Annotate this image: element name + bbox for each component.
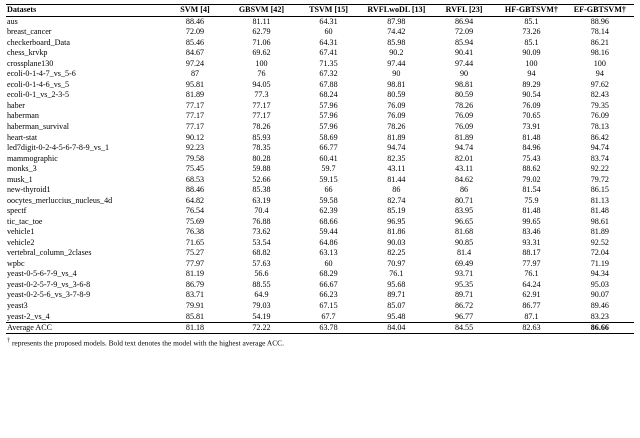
accuracy-cell: 94 <box>527 69 536 79</box>
table-row <box>6 111 634 122</box>
accuracy-cell: 77.97 <box>522 258 541 268</box>
dataset-name-cell: musk_1 <box>7 174 33 184</box>
accuracy-cell: 86.72 <box>454 301 474 311</box>
accuracy-cell: 81.19 <box>185 269 205 279</box>
accuracy-cell: 59.88 <box>252 164 271 174</box>
accuracy-cell: 85.1 <box>524 16 539 26</box>
accuracy-cell: 78.26 <box>454 100 474 110</box>
accuracy-cell: 77.17 <box>185 121 205 131</box>
accuracy-cell: 81.89 <box>185 90 205 100</box>
dataset-name-cell: haber <box>7 100 25 110</box>
accuracy-cell: 92.22 <box>590 164 609 174</box>
table-row <box>6 227 634 238</box>
accuracy-cell: 80.28 <box>252 153 271 163</box>
accuracy-cell: 95.48 <box>387 311 406 321</box>
accuracy-cell: 82.25 <box>387 248 406 258</box>
accuracy-cell: 94.74 <box>590 143 609 153</box>
accuracy-cell: 88.96 <box>590 16 609 26</box>
accuracy-cell: 63.13 <box>319 248 338 258</box>
accuracy-cell: 67.15 <box>319 301 338 311</box>
accuracy-cell: 95.03 <box>590 279 609 289</box>
footnote-text: represents the proposed models. Bold text denotes the model with the highest average ACC. <box>11 338 284 348</box>
dataset-name-cell: oocytes_merluccius_nucleus_4d <box>7 195 113 205</box>
accuracy-cell: 54.19 <box>252 311 271 321</box>
accuracy-cell: 59.7 <box>321 164 336 174</box>
accuracy-cell: 98.81 <box>387 79 406 89</box>
accuracy-cell: 85.1 <box>524 37 539 47</box>
accuracy-cell: 87 <box>190 69 200 79</box>
average-label: Average ACC <box>6 322 162 334</box>
accuracy-cell: 69.62 <box>252 48 271 58</box>
accuracy-cell: 57.96 <box>319 111 338 121</box>
table-row <box>6 238 634 249</box>
accuracy-cell: 66.23 <box>319 290 338 300</box>
dataset-name-cell: yeast-0-5-6-7-9_vs_4 <box>7 269 77 279</box>
accuracy-cell: 63.19 <box>252 195 271 205</box>
dataset-name-cell: vehicle1 <box>7 227 35 237</box>
table-row <box>6 175 634 186</box>
accuracy-cell: 43.11 <box>387 164 406 174</box>
dataset-name-cell: vehicle2 <box>7 237 35 247</box>
table-row <box>6 248 634 259</box>
accuracy-cell: 68.82 <box>252 248 271 258</box>
accuracy-cell: 99.65 <box>522 216 541 226</box>
dataset-name-cell: monks_3 <box>7 164 37 174</box>
accuracy-cell: 64.31 <box>319 37 338 47</box>
accuracy-cell: 70.4 <box>254 206 269 216</box>
accuracy-cell: 70.65 <box>522 111 541 121</box>
accuracy-cell: 87.98 <box>387 16 406 26</box>
accuracy-cell: 93.71 <box>454 269 474 279</box>
table-row <box>6 290 634 301</box>
accuracy-cell: 87.1 <box>524 311 539 321</box>
results-table <box>6 4 634 334</box>
accuracy-cell: 86.77 <box>522 301 541 311</box>
table-row <box>6 132 634 143</box>
table-row <box>6 59 634 70</box>
table-row <box>6 16 634 27</box>
accuracy-cell: 80.59 <box>454 90 474 100</box>
accuracy-cell: 76.54 <box>185 206 205 216</box>
accuracy-cell: 83.46 <box>522 227 541 237</box>
accuracy-cell: 90.09 <box>522 48 541 58</box>
accuracy-cell: 60.41 <box>319 153 338 163</box>
dataset-name-cell: led7digit-0-2-4-5-6-7-8-9_vs_1 <box>7 143 110 153</box>
column-header-tsvm: TSVM [15] <box>295 5 362 17</box>
dataset-name-cell: mammographic <box>7 153 58 163</box>
table-head <box>6 5 634 17</box>
accuracy-cell: 82.35 <box>387 153 406 163</box>
accuracy-cell: 85.07 <box>387 301 406 311</box>
accuracy-cell: 94.34 <box>590 269 609 279</box>
accuracy-cell: 90 <box>460 69 469 79</box>
accuracy-cell: 77.97 <box>185 258 205 268</box>
accuracy-cell: 85.94 <box>454 37 474 47</box>
accuracy-cell: 96.77 <box>454 311 474 321</box>
accuracy-cell: 53.54 <box>252 237 271 247</box>
accuracy-cell: 86.42 <box>590 132 609 142</box>
accuracy-cell: 81.68 <box>454 227 474 237</box>
average-accuracy-cell: 72.22 <box>228 322 295 334</box>
accuracy-cell: 72.09 <box>454 27 474 37</box>
accuracy-cell: 68.66 <box>319 216 338 226</box>
accuracy-cell: 77.3 <box>254 90 269 100</box>
accuracy-cell: 88.62 <box>522 164 541 174</box>
dataset-name-cell: checkerboard_Data <box>7 37 70 47</box>
accuracy-cell: 68.29 <box>319 269 338 279</box>
accuracy-cell: 96.65 <box>454 216 474 226</box>
table-row <box>6 196 634 207</box>
accuracy-cell: 64.86 <box>319 237 338 247</box>
average-accuracy-cell: 84.04 <box>362 322 431 334</box>
accuracy-cell: 85.98 <box>387 37 406 47</box>
dataset-name-cell: yeast-0-2-5-7-9_vs_3-6-8 <box>7 279 91 289</box>
accuracy-cell: 84.96 <box>522 143 541 153</box>
accuracy-cell: 71.65 <box>185 237 205 247</box>
accuracy-cell: 85.93 <box>252 132 271 142</box>
accuracy-cell: 43.11 <box>455 164 473 174</box>
accuracy-cell: 76.09 <box>454 111 474 121</box>
accuracy-cell: 60 <box>324 27 333 37</box>
dataset-name-cell: spectf <box>7 206 27 216</box>
accuracy-cell: 96.95 <box>387 216 406 226</box>
accuracy-cell: 100 <box>255 58 268 68</box>
accuracy-cell: 86 <box>460 185 469 195</box>
table-footnote <box>0 334 640 347</box>
accuracy-cell: 68.24 <box>319 90 338 100</box>
table-row <box>6 206 634 217</box>
accuracy-cell: 76 <box>257 69 266 79</box>
table-row <box>6 38 634 49</box>
accuracy-cell: 94.74 <box>387 143 406 153</box>
accuracy-cell: 88.46 <box>185 185 205 195</box>
average-accuracy-cell: 81.18 <box>162 322 228 334</box>
accuracy-cell: 97.24 <box>185 58 205 68</box>
accuracy-cell: 64.82 <box>185 195 205 205</box>
accuracy-cell: 66.67 <box>319 279 338 289</box>
accuracy-cell: 98.81 <box>454 79 474 89</box>
accuracy-cell: 60 <box>324 258 333 268</box>
accuracy-cell: 75.69 <box>185 216 205 226</box>
dataset-name-cell: haberman_survival <box>7 121 70 131</box>
accuracy-cell: 66.77 <box>319 143 338 153</box>
accuracy-cell: 79.72 <box>590 174 609 184</box>
accuracy-cell: 95.81 <box>185 79 205 89</box>
accuracy-cell: 90.2 <box>389 48 404 58</box>
accuracy-cell: 75.9 <box>524 195 539 205</box>
average-accuracy-cell: 84.55 <box>431 322 497 334</box>
accuracy-cell: 57.63 <box>252 258 271 268</box>
accuracy-cell: 83.95 <box>454 206 474 216</box>
dataset-name-cell: tic_tac_toe <box>7 216 43 226</box>
dataset-name-cell: ecoli-0-1_vs_2-3-5 <box>7 90 70 100</box>
accuracy-cell: 76.09 <box>454 121 474 131</box>
dataset-name-cell: wpbc <box>7 258 25 268</box>
accuracy-cell: 97.44 <box>454 58 474 68</box>
accuracy-cell: 71.19 <box>590 258 609 268</box>
accuracy-cell: 78.26 <box>387 121 406 131</box>
dataset-name-cell: vertebral_column_2clases <box>7 248 92 258</box>
table-row <box>6 217 634 228</box>
footnote-marker: † <box>7 336 11 344</box>
accuracy-cell: 62.91 <box>522 290 541 300</box>
accuracy-cell: 83.71 <box>185 290 205 300</box>
accuracy-cell: 77.17 <box>185 100 205 110</box>
accuracy-cell: 89.71 <box>387 290 406 300</box>
dataset-name-cell: aus <box>7 16 18 26</box>
accuracy-cell: 81.11 <box>252 16 271 26</box>
accuracy-cell: 76.1 <box>389 269 404 279</box>
accuracy-cell: 71.35 <box>319 58 338 68</box>
accuracy-cell: 64.24 <box>522 279 541 289</box>
accuracy-cell: 76.09 <box>387 111 406 121</box>
accuracy-cell: 71.06 <box>252 37 271 47</box>
accuracy-cell: 88.55 <box>252 279 271 289</box>
accuracy-cell: 90 <box>392 69 401 79</box>
accuracy-cell: 69.49 <box>454 258 474 268</box>
accuracy-cell: 73.91 <box>522 121 541 131</box>
accuracy-cell: 78.13 <box>590 121 609 131</box>
dataset-name-cell: haberman <box>7 111 39 121</box>
column-header-gbsvm: GBSVM [42] <box>228 5 295 17</box>
accuracy-cell: 83.23 <box>590 311 609 321</box>
accuracy-cell: 81.54 <box>522 185 541 195</box>
accuracy-cell: 81.89 <box>590 227 609 237</box>
table-row <box>6 185 634 196</box>
accuracy-cell: 89.71 <box>454 290 474 300</box>
accuracy-cell: 81.89 <box>387 132 406 142</box>
accuracy-cell: 88.46 <box>185 16 205 26</box>
table-row <box>6 101 634 112</box>
accuracy-cell: 67.88 <box>319 79 338 89</box>
accuracy-cell: 94.74 <box>454 143 474 153</box>
accuracy-cell: 81.48 <box>522 206 541 216</box>
table-row <box>6 48 634 59</box>
accuracy-cell: 90.41 <box>454 48 474 58</box>
accuracy-cell: 75.45 <box>185 164 205 174</box>
accuracy-cell: 86 <box>392 185 401 195</box>
accuracy-cell: 62.39 <box>319 206 338 216</box>
table-row <box>6 269 634 280</box>
accuracy-cell: 81.4 <box>456 248 472 258</box>
accuracy-cell: 94.05 <box>252 79 271 89</box>
accuracy-cell: 75.27 <box>185 248 205 258</box>
accuracy-cell: 82.74 <box>387 195 406 205</box>
accuracy-cell: 80.71 <box>454 195 474 205</box>
accuracy-cell: 66 <box>324 185 333 195</box>
table-row <box>6 301 634 312</box>
accuracy-cell: 78.35 <box>252 143 271 153</box>
accuracy-cell: 93.31 <box>522 237 541 247</box>
accuracy-cell: 85.19 <box>387 206 406 216</box>
accuracy-cell: 81.13 <box>590 195 609 205</box>
dataset-name-cell: yeast3 <box>7 301 28 311</box>
accuracy-cell: 62.79 <box>252 27 271 37</box>
accuracy-cell: 92.52 <box>590 237 609 247</box>
accuracy-cell: 100 <box>593 58 606 68</box>
accuracy-cell: 86.15 <box>590 185 609 195</box>
table-row <box>6 153 634 164</box>
accuracy-cell: 79.02 <box>522 174 541 184</box>
dataset-name-cell: ecoli-0-1-4-7_vs_5-6 <box>7 69 76 79</box>
accuracy-cell: 79.35 <box>590 100 609 110</box>
average-accuracy-cell: 82.63 <box>497 322 565 334</box>
accuracy-cell: 98.16 <box>590 48 609 58</box>
accuracy-cell: 81.48 <box>522 132 541 142</box>
accuracy-cell: 56.6 <box>254 269 269 279</box>
accuracy-cell: 74.42 <box>387 27 406 37</box>
accuracy-cell: 97.44 <box>387 58 406 68</box>
column-header-rvfl: RVFL [23] <box>431 5 497 17</box>
accuracy-cell: 70.97 <box>387 258 406 268</box>
accuracy-cell: 79.58 <box>185 153 205 163</box>
accuracy-cell: 81.89 <box>454 132 474 142</box>
accuracy-cell: 64.31 <box>319 16 338 26</box>
table-row <box>6 27 634 38</box>
dataset-name-cell: breast_cancer <box>7 27 52 37</box>
accuracy-cell: 97.62 <box>590 79 609 89</box>
accuracy-cell: 95.68 <box>387 279 406 289</box>
accuracy-cell: 90.07 <box>590 290 609 300</box>
accuracy-cell: 57.96 <box>319 121 338 131</box>
accuracy-cell: 86.79 <box>185 279 205 289</box>
accuracy-cell: 76.09 <box>590 111 609 121</box>
table-row <box>6 69 634 80</box>
accuracy-cell: 92.23 <box>185 143 205 153</box>
table-header-row <box>6 5 634 17</box>
accuracy-cell: 77.17 <box>252 100 271 110</box>
dataset-name-cell: ecoli-0-1-4-6_vs_5 <box>7 79 70 89</box>
dataset-name-cell: new-thyroid1 <box>7 185 51 195</box>
dataset-name-cell: yeast-2_vs_4 <box>7 311 50 321</box>
accuracy-cell: 81.44 <box>387 174 406 184</box>
accuracy-cell: 90.03 <box>387 237 406 247</box>
accuracy-cell: 73.26 <box>522 27 541 37</box>
accuracy-cell: 89.29 <box>522 79 541 89</box>
column-header-datasets: Datasets <box>6 5 162 17</box>
accuracy-cell: 85.46 <box>185 37 205 47</box>
accuracy-cell: 52.66 <box>252 174 271 184</box>
accuracy-cell: 86.94 <box>454 16 474 26</box>
table-row <box>6 90 634 101</box>
accuracy-cell: 57.96 <box>319 100 338 110</box>
accuracy-cell: 86.21 <box>590 37 609 47</box>
accuracy-cell: 84.67 <box>185 48 205 58</box>
accuracy-cell: 81.48 <box>590 206 609 216</box>
accuracy-cell: 77.17 <box>252 111 271 121</box>
table-row <box>6 80 634 91</box>
accuracy-cell: 75.43 <box>522 153 541 163</box>
accuracy-cell: 82.43 <box>590 90 609 100</box>
column-header-svm: SVM [4] <box>162 5 228 17</box>
accuracy-cell: 59.44 <box>319 227 338 237</box>
accuracy-cell: 90.85 <box>454 237 474 247</box>
accuracy-cell: 82.01 <box>454 153 474 163</box>
accuracy-cell: 81.86 <box>387 227 406 237</box>
table-row <box>6 164 634 175</box>
accuracy-cell: 83.74 <box>590 153 609 163</box>
accuracy-cell: 90.12 <box>185 132 205 142</box>
table-row <box>6 143 634 154</box>
accuracy-cell: 72.09 <box>185 27 205 37</box>
accuracy-cell: 73.62 <box>252 227 271 237</box>
accuracy-cell: 84.62 <box>454 174 474 184</box>
dataset-name-cell: heart-stat <box>7 132 38 142</box>
column-header-ef-gbtsvm: EF-GBTSVM† <box>566 5 634 17</box>
table-row <box>6 280 634 291</box>
accuracy-cell: 76.1 <box>524 269 539 279</box>
accuracy-cell: 94 <box>595 69 604 79</box>
average-accuracy-cell: 63.78 <box>295 322 362 334</box>
table-row <box>6 311 634 322</box>
dataset-name-cell: chess_krvkp <box>7 48 48 58</box>
table-row <box>6 122 634 133</box>
column-header-hf-gbtsvm: HF-GBTSVM† <box>497 5 565 17</box>
accuracy-cell: 59.58 <box>319 195 338 205</box>
accuracy-cell: 78.14 <box>590 27 609 37</box>
accuracy-cell: 59.15 <box>319 174 338 184</box>
table-row <box>6 259 634 270</box>
accuracy-cell: 88.17 <box>522 248 541 258</box>
accuracy-cell: 67.41 <box>319 48 338 58</box>
accuracy-cell: 76.88 <box>252 216 271 226</box>
accuracy-cell: 64.9 <box>254 290 269 300</box>
accuracy-cell: 67.7 <box>321 311 336 321</box>
accuracy-cell: 72.04 <box>590 248 609 258</box>
table-body <box>6 16 634 334</box>
accuracy-cell: 76.09 <box>387 100 406 110</box>
accuracy-cell: 80.59 <box>387 90 406 100</box>
accuracy-cell: 90.54 <box>522 90 541 100</box>
accuracy-cell: 58.69 <box>319 132 338 142</box>
dataset-name-cell: yeast-0-2-5-6_vs_3-7-8-9 <box>7 290 91 300</box>
accuracy-cell: 79.91 <box>185 301 205 311</box>
accuracy-cell: 79.03 <box>252 301 271 311</box>
accuracy-cell: 98.61 <box>590 216 609 226</box>
accuracy-cell: 67.32 <box>319 69 338 79</box>
accuracy-cell: 89.46 <box>590 301 609 311</box>
accuracy-cell: 78.26 <box>252 121 271 131</box>
accuracy-cell: 95.35 <box>454 279 474 289</box>
accuracy-cell: 85.38 <box>252 185 271 195</box>
accuracy-cell: 85.81 <box>185 311 205 321</box>
accuracy-cell: 76.09 <box>522 100 541 110</box>
average-row <box>6 322 634 334</box>
dataset-name-cell: crossplane130 <box>7 58 54 68</box>
accuracy-cell: 100 <box>525 58 538 68</box>
average-accuracy-cell: 86.66 <box>566 322 634 334</box>
accuracy-cell: 76.38 <box>185 227 205 237</box>
column-header-rvflwodl: RVFLwoDL [13] <box>362 5 431 17</box>
accuracy-cell: 77.17 <box>185 111 205 121</box>
accuracy-cell: 68.53 <box>185 174 205 184</box>
